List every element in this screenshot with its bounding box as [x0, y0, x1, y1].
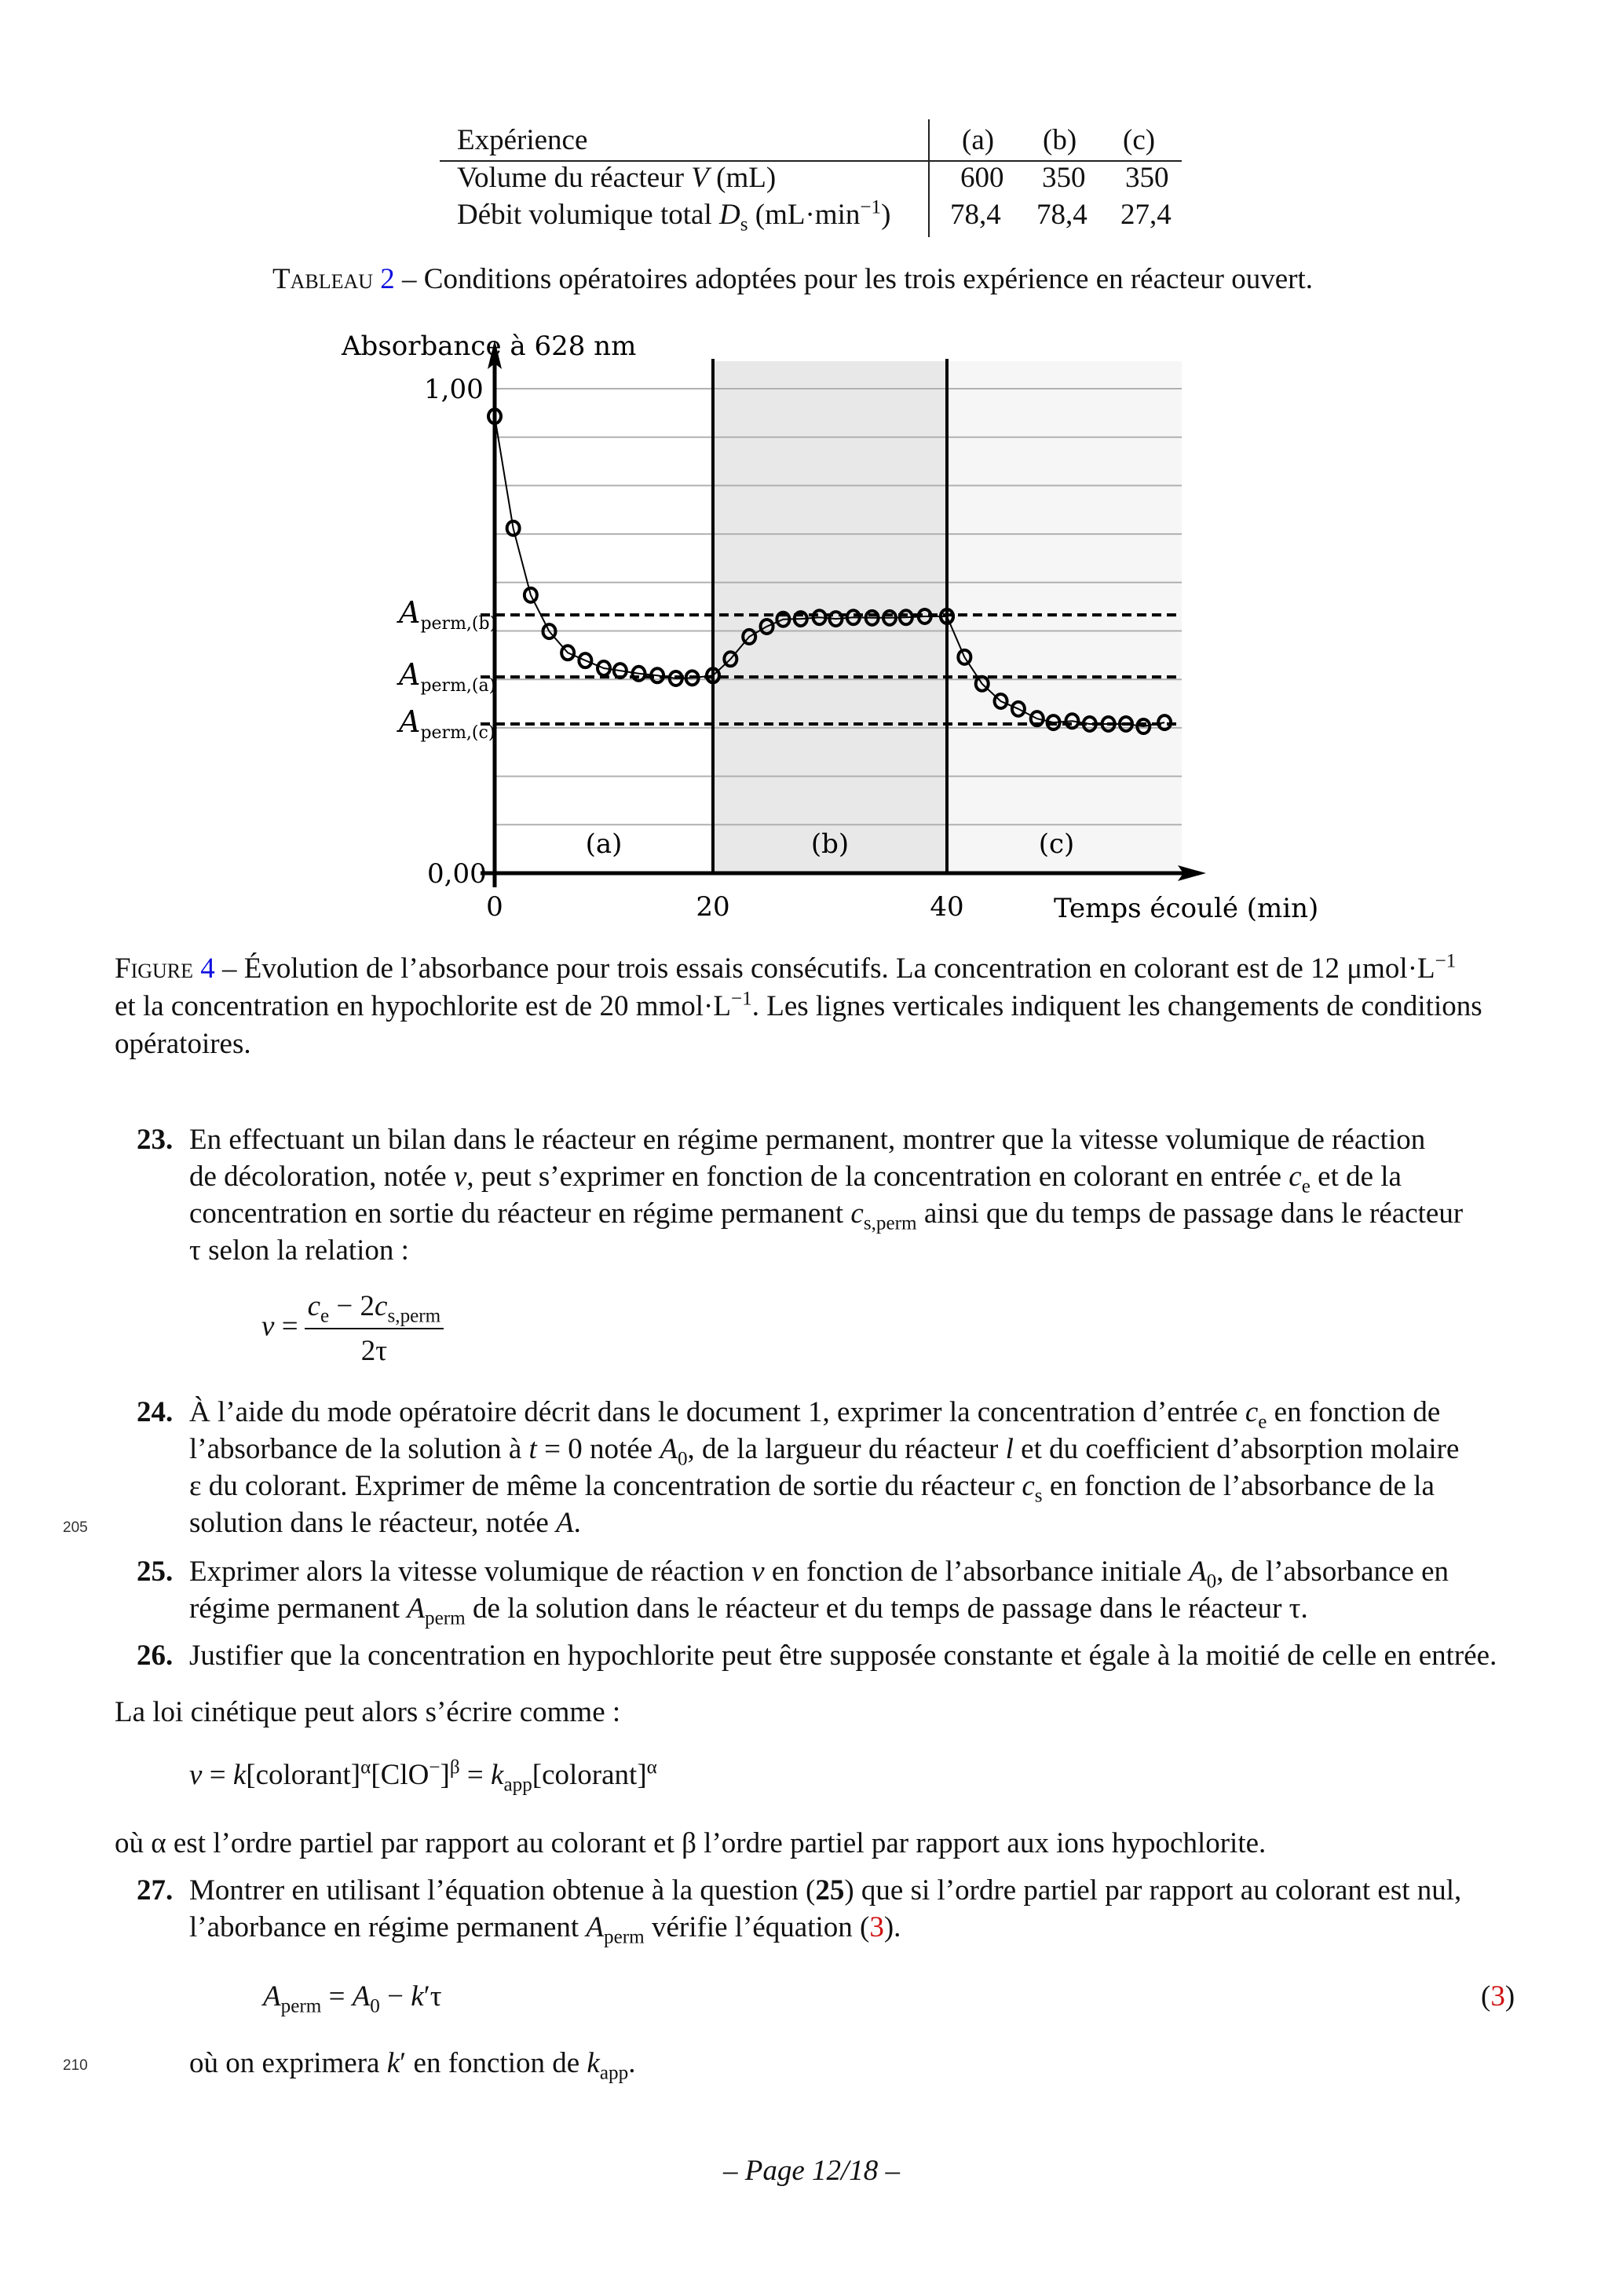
table-cell: 78,4 — [1036, 199, 1087, 231]
equation-3: $A_{perm} = A_0 - k'\tau$ — [263, 1980, 442, 2017]
chart-region-2 — [947, 361, 1182, 873]
table-cell: 600 — [960, 162, 1004, 194]
question-ref-link[interactable]: 25 — [815, 1874, 845, 1907]
table-cell: 350 — [1125, 162, 1169, 194]
page-number: – Page 12/18 – — [722, 2155, 901, 2187]
absorbance-chart — [0, 0, 1623, 942]
table-cell: 350 — [1042, 162, 1086, 194]
line-number: 210 — [63, 2057, 88, 2074]
question-23: 23. En effectuant un bilan dans le réacteur en régime permanent, montrer que la vitesse volumique de réaction de décoloration, notée v, peut s’exprimer en fonction de la concentration en colorant en entrée $c_e$ et de la concentration en sortie du réacteur en régime permanent $c_{s,perm}$ ainsi que du temps de passage dans le réacteur τ selon la relation : — [137, 1124, 1464, 1267]
question-27: 27. Montrer en utilisant l’équation obtenue à la question (25) que si l’ordre partiel par rapport au colorant est nul, l’aborbance en régime permanent $A_{perm}$ vérifie l’équation (3). — [137, 1874, 1462, 1948]
figure-caption-line-2: et la concentration en hypochlorite est de 20 $mmol\cdot L^{-1}$. Les lignes verticales indiquent les changements de conditions — [115, 988, 1482, 1022]
figure-caption-line-1: Figure 4 – Évolution de l’absorbance pour trois essais consécutifs. La concentration en colorant est de 12 $\mu mol\cdot L^{-1}$ — [115, 950, 1457, 985]
region-label: (a) — [585, 828, 623, 860]
kinetic-law-intro: La loi cinétique peut alors s’écrire comme : — [115, 1696, 621, 1728]
aperm-label: $A_{perm,(a)}$ — [399, 657, 496, 696]
equation-kinetic-law: $v = k[colorant]^\alpha[ClO^-]^\beta$ = $k_{app}[colorant]^\alpha$ — [189, 1757, 657, 1796]
x-tick-label: 40 — [930, 891, 964, 923]
y-tick-label: 1,00 — [424, 374, 484, 405]
x-tick-label: 0 — [486, 891, 503, 923]
orders-paragraph: où α est l’ordre partiel par rapport au colorant et β l’ordre partiel par rapport aux ions hypochlorite. — [115, 1827, 1267, 1859]
table-caption: Tableau 2 – Conditions opératoires adoptées pour les trois expérience en réacteur ouvert. — [272, 263, 1314, 295]
table-header-col-a: (a) — [962, 124, 995, 156]
figure-ref-link[interactable]: 4 — [200, 952, 215, 985]
express-k-prime: où on exprimera k′ en fonction de $k_{app}$. — [189, 2047, 636, 2084]
figure-caption-line-3: opératoires. — [115, 1028, 251, 1060]
table-header-col-b: (b) — [1043, 124, 1077, 156]
x-axis-label: Temps écoulé (min) — [1054, 893, 1319, 924]
table-cell: 78,4 — [950, 199, 1001, 231]
region-label: (b) — [810, 828, 850, 860]
table-cell: 27,4 — [1120, 199, 1172, 231]
equation-3-number: (3) — [1481, 1980, 1515, 2013]
question-26: 26. Justifier que la concentration en hypochlorite peut être supposée constante et égale à la moitié de celle en entrée. — [137, 1640, 1497, 1672]
equation-ref-link[interactable]: 3 — [869, 1911, 884, 1943]
question-24: 24. À l’aide du mode opératoire décrit dans le document 1, exprimer la concentration d’entrée $c_e$ en fonction de l’absorbance de la solution à t = 0 notée $A_0$, de la largueur du réacteur l et du coefficient d’absorption molaire ε du colorant. Exprimer de même la concentration de sortie du réacteur $c_s$ en fonction de l’absorbance de la solution dans le réacteur, notée A. — [137, 1396, 1460, 1539]
question-25: 25. Exprimer alors la vitesse volumique de réaction v en fonction de l’absorbance initiale $A_0$, de l’absorbance en régime permanent $A_{perm}$ de la solution dans le réacteur et du temps de passage dans le réacteur τ. — [137, 1556, 1449, 1629]
equation-v-rate: v = $\frac{c_e - 2c_{s,perm}}{2\tau}$ — [261, 1288, 444, 1369]
table-row-volume-label: Volume du réacteur V (mL) — [457, 162, 777, 194]
y-tick-label: 0,00 — [427, 858, 487, 890]
aperm-label: $A_{perm,(c)}$ — [399, 704, 495, 743]
chart-region-0 — [495, 361, 713, 873]
region-label: (c) — [1038, 828, 1075, 860]
table-header-label: Expérience — [457, 124, 588, 156]
line-number: 205 — [63, 1519, 88, 1536]
table-row-flow-label: Débit volumique total $D_s$ $(mL\cdot\min^{-1})$ — [457, 196, 891, 236]
table-header-col-c: (c) — [1123, 124, 1156, 156]
aperm-label: $A_{perm,(b)}$ — [399, 595, 497, 634]
table-ref-link[interactable]: 2 — [380, 263, 395, 295]
x-tick-label: 20 — [696, 891, 730, 923]
y-axis-label: Absorbance à 628 nm — [342, 331, 637, 362]
